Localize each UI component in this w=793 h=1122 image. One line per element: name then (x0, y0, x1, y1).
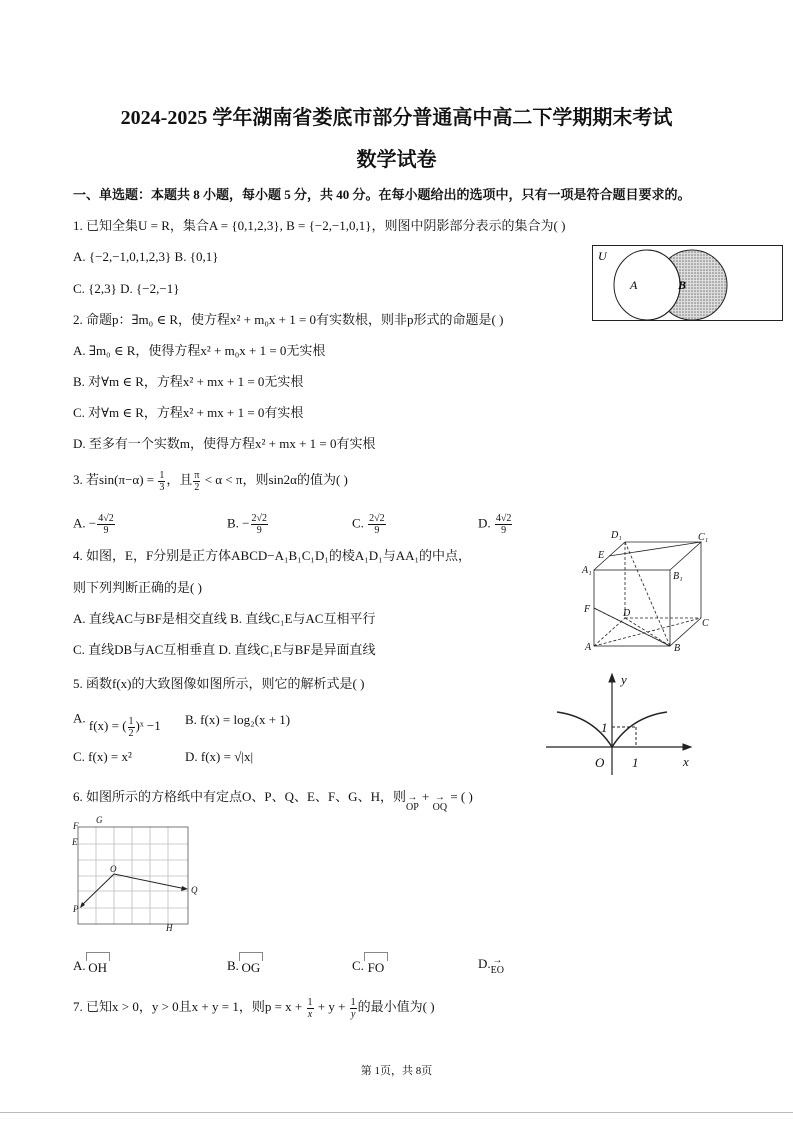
page-bottom-divider (0, 1112, 793, 1113)
svg-text:G: G (96, 815, 103, 825)
q6-option-a: A. OH (73, 952, 110, 974)
venn-label-u: U (598, 249, 607, 263)
svg-text:A₁: A₁ (582, 565, 592, 576)
section-header: 一、单选题：本题共 8 小题，每小题 5 分，共 40 分。在每小题给出的选项中，只有一项是符合题目要求的。 (73, 187, 691, 202)
function-graph (543, 670, 698, 780)
q6-option-d: D. → EO (478, 955, 504, 976)
svg-text:D₁: D₁ (611, 530, 622, 541)
q5-option-d: D. f(x) = √|x| (185, 749, 254, 764)
q3-option-a: A. − $\frac{4√2}{9}$ (73, 513, 114, 536)
venn-label-b: B (678, 278, 687, 292)
q1-options-ab: A. {−2,−1,0,1,2,3} B. {0,1} (73, 249, 219, 264)
q2-option-a: A. ∃m₀ ∈ R，使得方程x² + m₀x + 1 = 0无实根 (73, 343, 326, 358)
svg-text:F: F (73, 821, 79, 831)
svg-text:F: F (584, 604, 591, 615)
q3-frac2-den: 2 (194, 481, 200, 493)
q3-frac1-den: 3 (159, 481, 165, 493)
svg-text:Q: Q (191, 885, 198, 895)
page-footer: 第 1页，共 8页 (360, 1065, 433, 1077)
q6-option-c: C. FO (352, 952, 388, 974)
q3-stem (73, 468, 348, 493)
q5-stem: 5. 函数f(x)的大致图像如图所示，则它的解析式是( ) (73, 676, 365, 691)
q2-stem: 2. 命题p：∃m₀ ∈ R，使方程x² + m₀x + 1 = 0有实数根，则非p形式的命题是( ) (73, 312, 504, 327)
q3-pre: 3. 若sin(π−α) = (73, 472, 158, 487)
q1-options-cd: C. {2,3} D. {−2,−1} (73, 281, 180, 296)
grid-figure (70, 815, 210, 935)
svg-text:C: C (702, 618, 709, 629)
exam-subtitle: 数学试卷 (356, 149, 437, 171)
q3-post: < α < π，则sin2α的值为( ) (201, 472, 348, 487)
svg-text:1: 1 (632, 755, 639, 770)
svg-text:B: B (674, 643, 681, 654)
vector-oq: OQ (432, 802, 448, 813)
svg-text:D: D (623, 608, 631, 619)
svg-text:C₁: C₁ (698, 532, 709, 543)
svg-text:B₁: B₁ (673, 571, 683, 582)
q3-option-d: D. $\frac{4√2}{9}$ (478, 513, 512, 536)
svg-text:E: E (598, 550, 605, 561)
q5-option-a: A. f(x) = ( $\frac{1}{2}$ )ˣ −1 (73, 710, 161, 739)
q2-option-d: D. 至多有一个实数m，使得方程x² + mx + 1 = 0有实根 (73, 436, 376, 451)
q4-options-cd: C. 直线DB与AC互相垂直 D. 直线C₁E与BF是异面直线 (73, 642, 376, 657)
svg-text:y: y (621, 672, 627, 687)
q5-option-b: B. f(x) = log₂(x + 1) (185, 712, 291, 727)
svg-text:A: A (585, 642, 592, 653)
q2-option-c: C. 对∀m ∈ R，方程x² + mx + 1 = 0有实根 (73, 405, 304, 420)
cube-figure (578, 530, 718, 655)
q6-stem: 6. 如图所示的方格纸中有定点O、P、Q、E、F、G、H，则 → OP + → OQ = ( ) (73, 789, 473, 813)
q2-option-b: B. 对∀m ∈ R，方程x² + mx + 1 = 0无实根 (73, 374, 304, 389)
venn-label-a: A (630, 278, 638, 292)
q3-option-b: B. − $\frac{2√2}{9}$ (227, 513, 268, 536)
svg-text:E: E (72, 837, 78, 847)
exam-title: 2024-2025 学年湖南省娄底市部分普通高中高二下学期期末考试 (120, 107, 673, 129)
q5-option-c: C. f(x) = x² (73, 749, 132, 764)
q6-option-b: B. OG (227, 952, 263, 974)
q4-stem: 4. 如图，E，F分别是正方体ABCD−A₁B₁C₁D₁的棱A₁D₁与AA₁的中点， (73, 548, 472, 563)
svg-text:x: x (683, 754, 689, 769)
q7-stem: 7. 已知x > 0，y > 0且x + y = 1，则p = x + $\frac{1}{x}$ + y + $\frac{1}{y}$ 的最小值为( ) (73, 996, 435, 1020)
venn-diagram (592, 245, 784, 322)
svg-text:H: H (166, 923, 173, 933)
q1-stem: 1. 已知全集U = R，集合A = {0,1,2,3}, B = {−2,−1,0,1}，则图中阴影部分表示的集合为( ) (73, 218, 566, 233)
q4-options-ab: A. 直线AC与BF是相交直线 B. 直线C₁E与AC互相平行 (73, 611, 376, 626)
q3-mid: ，且 (166, 472, 193, 487)
q3-frac1-num: 1 (159, 469, 165, 481)
q4-stem2: 则下列判断正确的是( ) (73, 580, 202, 595)
vector-op: OP (405, 802, 419, 813)
svg-text:P: P (73, 904, 79, 914)
svg-text:O: O (595, 755, 605, 770)
q3-option-c: C. $\frac{2√2}{9}$ (352, 513, 385, 536)
svg-text:O: O (110, 864, 117, 874)
svg-text:1: 1 (601, 720, 608, 735)
q3-frac2-num: π (194, 469, 200, 481)
